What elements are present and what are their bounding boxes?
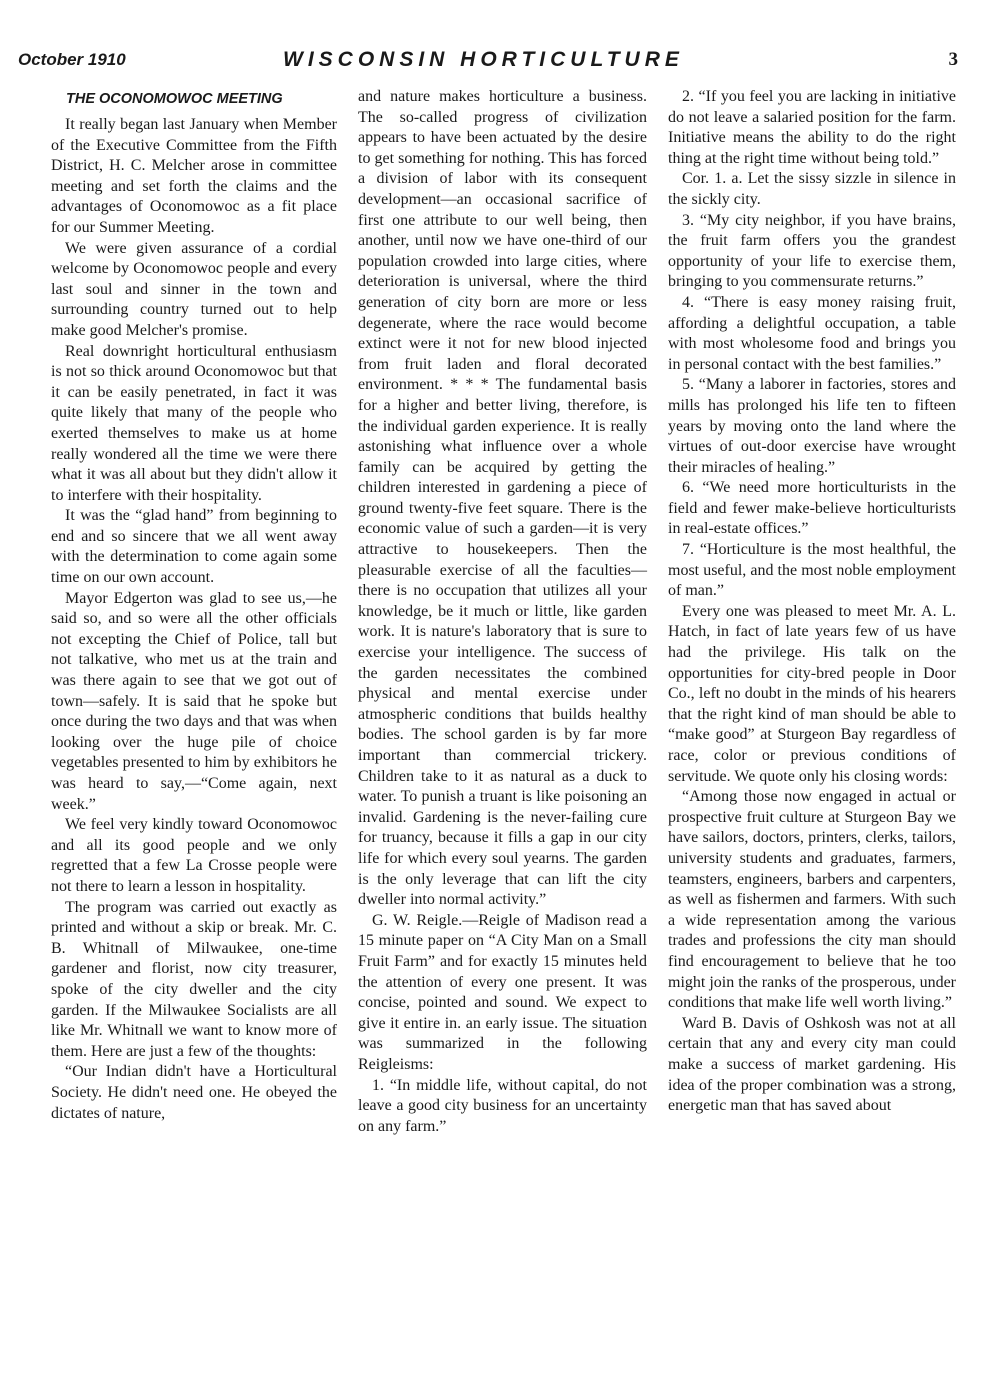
column-3 (668, 87, 956, 1117)
paragraph: Cor. 1. a. Let the sissy sizzle in silence in the sickly city. (668, 170, 956, 208)
page-header (18, 50, 966, 80)
paragraph: “Our Indian didn't have a Horticultural Society. He didn't need one. He obeyed the dictates of nature, (51, 1063, 337, 1122)
paragraph: It really began last January when Member of the Executive Committee from the Fifth District, H. C. Melcher arose in committee meeting and set forth the claims and the advantages of Oconomowoc as a fit place for our Summer Meeting. (51, 116, 337, 236)
paragraph: 2. “If you feel you are lacking in initiative do not leave a salaried position for the farm. Initiative means the ability to do the right thing at the right time without being told.” (668, 88, 956, 167)
paragraph: Mayor Edgerton was glad to see us,—he said so, and so were all the other officials not excepting the Chief of Police, tall but not talkative, who met us at the train and was there again to see that we got out of town—safely. It is said that he spoke but once during the two days and that was when looking over the huge pile of choice vegetables presented to him by exhibitors he was heard to say,—“Come again, next week.” (51, 589, 337, 813)
paragraph: G. W. Reigle.—Reigle of Madison read a 15 minute paper on “A City Man on a Small Fruit Farm” and for exactly 15 minutes held the attention of every one present. It was concise, pointed and sound. We expect to give it entire in. an early issue. The situation was summarized in the following Reigleisms: (358, 911, 647, 1073)
paragraph: 3. “My city neighbor, if you have brains, the fruit farm offers you the grandest opportunity of your life to exercise them, bringing to you commensurate returns.” (668, 211, 956, 291)
column-2 (358, 87, 647, 1137)
paragraph-continued: and nature makes horticulture a business. The so-called progress of civilization appears to have been actuated by the desire to get something for nothing. This has forced a division of labor with its consequent development—an occasional sacrifice of first one attribute to our well being, then another, until now we have one-third of our population crowded into large cities, where deterioration is universal, where the third generation of city born are more or less degenerate, where the race would become extinct were it not for new blood injected from fruit laden and floral decorated environment. * * * The fundamental basis for a higher and better living, therefore, is the individual garden experience. It is really astonishing what influence over a whole family can be acquired by getting the children interested in gardening a piece of ground twenty-five feet square. There is the economic value of such a garden—it is very attractive to housekeepers. Then the pleasurable exercise of all the faculties—there is no occupation that utilizes all your knowledge, be it much or little, like garden work. It is nature's laboratory that is sure to exercise your intelligence. The success of the garden necessitates the combined physical and mental exercise under atmospheric conditions that builds healthy bodies. The school garden is by far more important than commercial trickery. Children take to it as natural as a duck to water. To punish a truant is like poisoning an invalid. Gardening is the never-failing cure for truancy, because it fills a gap in our city life for which every soul yearns. The garden is the only leverage that can lift the city dweller into normal activity.” (358, 88, 647, 909)
paragraph: We were given assurance of a cordial welcome by Oconomowoc people and every last soul and sinner in the town and surrounding country turned out to help make good Melcher's promise. (51, 239, 337, 339)
article-title: THE OCONOMOWOC MEETING (66, 91, 283, 107)
paragraph: We feel very kindly toward Oconomowoc and all its good people and we only regretted that a few La Crosse people were not there to learn a lesson in hospitality. (51, 816, 337, 895)
paragraph: 1. “In middle life, without capital, do not leave a good city business for an uncertainty on any farm.” (358, 1076, 647, 1135)
paragraph: It was the “glad hand” from beginning to end and so sincere that we all went away with the determination to come again some time on our own account. (51, 507, 337, 587)
paragraph: Every one was pleased to meet Mr. A. L. Hatch, in fact of late years few of us have had the privilege. His talk on the opportunities for city-bred people in Door Co., left no doubt in the minds of his hearers that the right kind of man should be able to “make good” at Sturgeon Bay regardless of race, color or previous conditions of servitude. We quote only his closing words: (668, 602, 956, 785)
paragraph: 7. “Horticulture is the most healthful, the most useful, and the most noble employment of man.” (668, 541, 956, 600)
page-number: 3 (948, 49, 958, 70)
paragraph: 4. “There is easy money raising fruit, affording a delightful occupation, a table with most wholesome food and brings you in personal contact with the best families.” (668, 293, 956, 373)
journal-title: WISCONSIN HORTICULTURE (283, 48, 684, 71)
issue-date: October 1910 (18, 50, 126, 69)
paragraph: Ward B. Davis of Oshkosh was not at all certain that any and every city man could make a success of market gardening. His idea of the proper combination was a strong, energetic man that has saved about (668, 1014, 956, 1115)
paragraph: The program was carried out exactly as printed and without a skip or break. Mr. C. B. Whitnall of Milwaukee, one-time gardener and florist, now city treasurer, spoke of the city dweller and the city garden. If the Milwaukee Socialists are all like Mr. Whitnall we want to know more of them. Here are just a few of the thoughts: (51, 898, 337, 1060)
paragraph: “Among those now engaged in actual or prospective fruit culture at Sturgeon Bay we have sailors, doctors, printers, clerks, tailors, university students and graduates, farmers, teamsters, engineers, barbers and carpenters, as well as fishermen and farmers. With such a wide representation among the various trades and professions the city man should find encouragement to believe that he too might join the ranks of the prosperous, under conditions that make life well worth living.” (668, 788, 956, 1012)
paragraph: 5. “Many a laborer in factories, stores and mills has prolonged his life ten to fifteen years by moving onto the land where the virtues of out-door exercise have wrought their miracles of healing.” (668, 376, 956, 476)
paragraph: Real downright horticultural enthusiasm is not so thick around Oconomowoc but that it can be easily penetrated, in fact it was quite likely that many of the people who exerted themselves to make us at home really wondered all the time we were there what it was all about but they didn't allow it to interfere with their hospitality. (51, 342, 337, 504)
paragraph: 6. “We need more horticulturists in the field and fewer make-believe horticulturists in real-estate offices.” (668, 479, 956, 538)
column-1 (51, 87, 337, 1124)
